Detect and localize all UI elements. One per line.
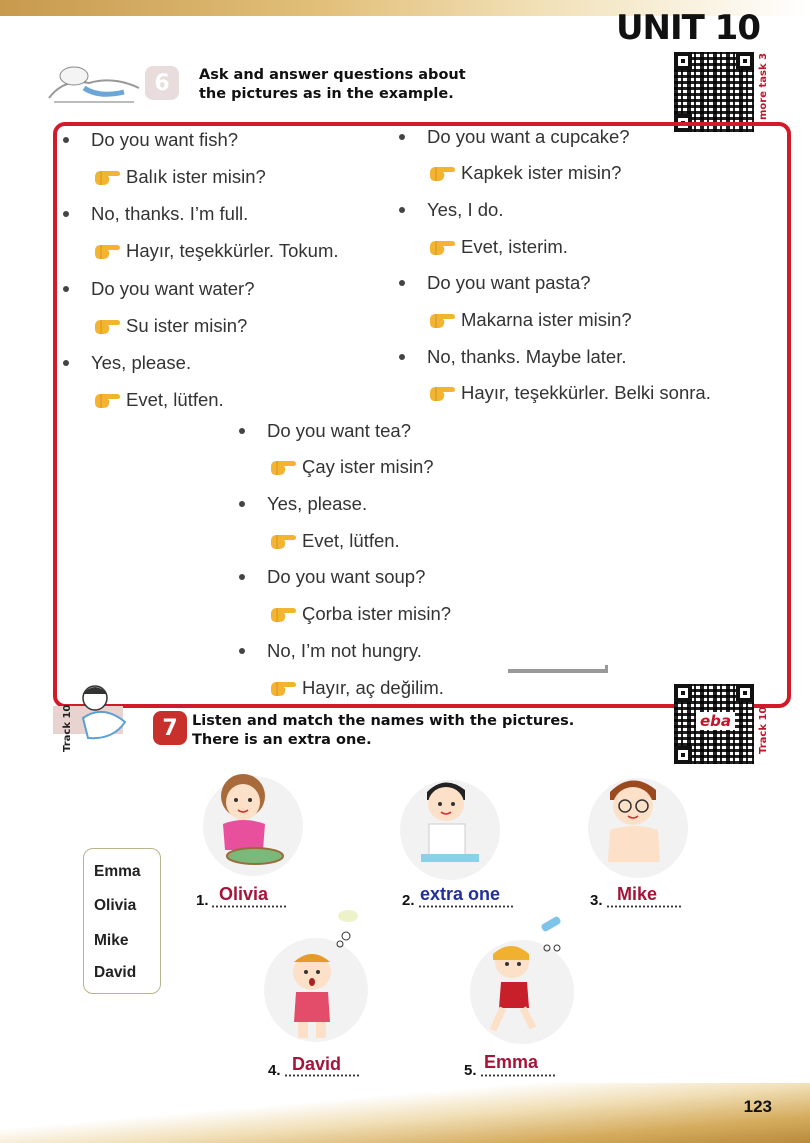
qr-code-task7[interactable] [674, 684, 754, 764]
dialogue-question: Do you want soup? [267, 566, 426, 587]
dialogue-translation: Evet, isterim. [461, 236, 568, 257]
boy-reading-illustration [44, 58, 144, 108]
answer-text[interactable]: Mike [617, 884, 658, 904]
dialogue-question: Do you want fish? [91, 129, 239, 150]
dialogue-question: Yes, I do. [427, 199, 504, 220]
page-number: 123 [743, 1097, 772, 1116]
answer-dotted-line [606, 905, 682, 908]
track-label: Track 10 [62, 704, 73, 752]
answer-dotted-line [480, 1074, 556, 1077]
answer-number: 1. [196, 892, 209, 909]
dialogue-translation: Hayır, teşekkürler. Belki sonra. [461, 382, 711, 403]
dialogue-question: Do you want water? [91, 278, 255, 299]
dialogue-question: No, thanks. Maybe later. [427, 346, 627, 367]
answer-text[interactable]: Olivia [219, 884, 269, 904]
name-options-box [83, 848, 161, 994]
boy-eating-picture [395, 772, 505, 882]
task-7-instruction-line2: There is an extra one. [192, 732, 372, 748]
dialogue-translation: Çorba ister misin? [302, 603, 452, 624]
answer-text[interactable]: extra one [420, 884, 501, 904]
qr-code-task6[interactable] [674, 52, 754, 132]
bottom-decorative-band [0, 1083, 810, 1143]
girl-eating-picture [193, 768, 303, 880]
eba-logo: eba [696, 712, 735, 730]
answer-dotted-line [211, 905, 287, 908]
dialogue-translation: Su ister misin? [126, 315, 248, 336]
answer-dotted-line [418, 905, 514, 908]
task-7-instruction-line1: Listen and match the names with the pictures. [192, 713, 575, 729]
dialogue-translation: Çay ister misin? [302, 456, 434, 477]
answer-text[interactable]: David [292, 1054, 342, 1074]
name-option: Olivia [94, 897, 137, 914]
dialogue-question: Do you want pasta? [427, 272, 591, 293]
unit-title: UNIT 10 [615, 8, 760, 48]
name-option: Mike [94, 932, 129, 949]
answer-number: 5. [464, 1062, 477, 1079]
dialogue-translation: Kapkek ister misin? [461, 162, 622, 183]
task-7-badge: 7 [153, 711, 187, 745]
answer-number: 3. [590, 892, 603, 909]
task-6-badge: 6 [145, 66, 179, 100]
dialogue-question: Yes, please. [91, 352, 192, 373]
dialogue-question: No, thanks. I’m full. [91, 203, 249, 224]
answer-number: 4. [268, 1062, 281, 1079]
dialogue-translation: Hayır, aç değilim. [302, 677, 444, 698]
task-6-instruction [199, 66, 466, 104]
dialogue-question: Do you want a cupcake? [427, 126, 630, 147]
dialogue-translation: Balık ister misin? [126, 166, 266, 187]
dialogue-translation: Hayır, teşekkürler. Tokum. [126, 240, 339, 261]
name-option: Emma [94, 863, 141, 880]
track-label-right: Track 10 [758, 706, 769, 754]
dialogue-translation: Evet, lütfen. [126, 389, 224, 410]
boy-with-glasses-picture [580, 770, 690, 880]
dialogue-translation: Makarna ister misin? [461, 309, 632, 330]
girl-running-picture [467, 910, 587, 1050]
decorative-line [508, 669, 608, 673]
name-option: David [94, 964, 137, 981]
answer-text[interactable]: Emma [484, 1052, 539, 1072]
boy-thinking-picture [258, 900, 368, 1050]
task-7-instruction [192, 712, 574, 750]
qr-label-more-task: more task 3 [758, 52, 769, 120]
dialogue-translation: Evet, lütfen. [302, 530, 400, 551]
dialogue-question: No, I’m not hungry. [267, 640, 422, 661]
dialogue-question: Do you want tea? [267, 420, 411, 441]
task-6-instruction-line1: Ask and answer questions about [199, 67, 466, 83]
answer-number: 2. [402, 892, 415, 909]
dialogue-question: Yes, please. [267, 493, 368, 514]
task-6-instruction-line2: the pictures as in the example. [199, 86, 454, 102]
